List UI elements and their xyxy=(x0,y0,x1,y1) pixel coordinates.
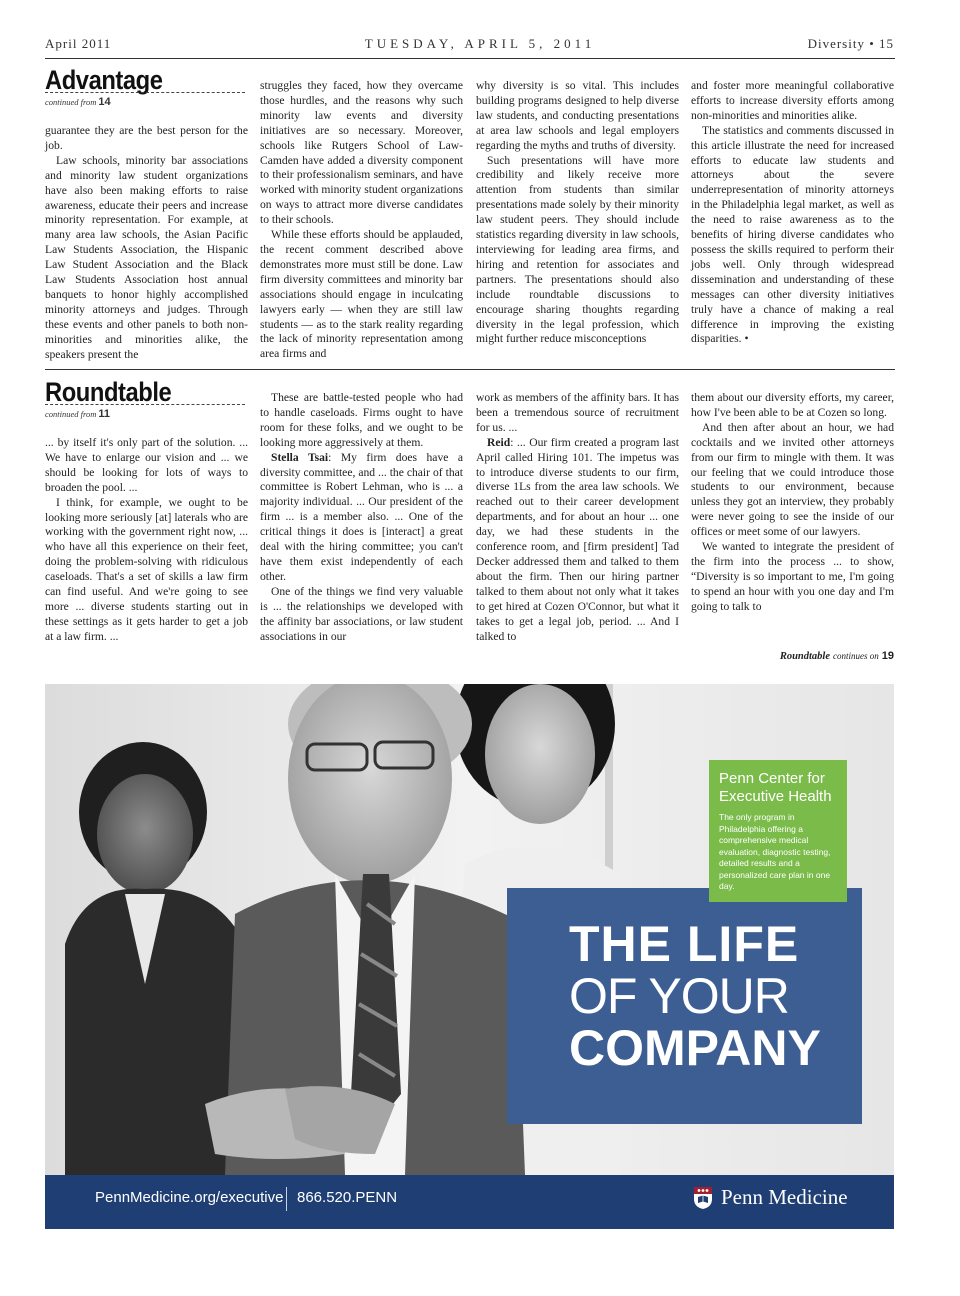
penn-medicine-logo xyxy=(693,1185,848,1210)
ad-headline-line-2: OF YOUR xyxy=(569,968,789,1024)
penn-shield-icon xyxy=(693,1186,713,1210)
ad-program-title: Penn Center for Executive Health xyxy=(719,770,832,805)
advantage-kicker xyxy=(45,66,245,108)
paragraph: Law schools, minority bar associations and minority law student organizations have also been making efforts to raise awareness, educate their peers and increase minority representation. For example, at many area law schools, the Asian Pacific Law Students Association, the Hispanic Law Student Association and the Black Law Students Association host annual banquets to honor highly accomplished minority attorneys and judges. Through these events and other panels to both non-minorities and minorities alike, the speakers present the xyxy=(45,153,248,361)
header-issue-date: TUESDAY, APRIL 5, 2011 xyxy=(364,36,596,51)
paragraph: work as members of the affinity bars. It has been a tremendous source of recruitment for us. ... xyxy=(476,391,679,434)
paragraph xyxy=(260,451,463,585)
ad-program-callout xyxy=(709,760,847,902)
paragraph: These are battle-tested people who had to handle caseloads. Firms ought to have room for these folks, and we ought to be looking more aggressively at them. xyxy=(260,391,463,449)
roundtable-continues-on xyxy=(780,650,894,662)
roundtable-title: Roundtable xyxy=(45,377,172,407)
advantage-continued-label: continued from xyxy=(45,97,97,107)
continues-label: continues on xyxy=(833,651,879,661)
paragraph: One of the things we find very valuable is ... the relationships we developed with the affinity bar associations, or law student associations in our xyxy=(260,584,463,643)
paragraph: We wanted to integrate the president of the firm into the process ... to show, “Diversity is so important to me, I'm going to spend an hour with you one day and I'm going to talk to xyxy=(691,540,894,613)
advantage-column-4 xyxy=(691,79,894,347)
header-date-left: April 2011 xyxy=(45,36,112,51)
paragraph: ... by itself it's only part of the solution. ... We have to enlarge our vision and ... we should be looking for lots of ways to broaden the pool. ... xyxy=(45,436,248,494)
roundtable-continued-page[interactable]: 11 xyxy=(98,408,111,420)
ad-phone-number[interactable]: 866.520.PENN xyxy=(297,1189,398,1206)
paragraph: I think, for example, we ought to be looking more seriously [at] laterals who are working with the government right now, ... who have all this experience on their feet, doing the problem-solving with ridiculous caseloads. That's a set of skills a law firm can find useful. And we're going to see more ... diverse students starting out in these settings as it gets harder to get a job at a law firm. ... xyxy=(45,495,248,643)
paragraph: them about our diversity efforts, my career, how I've been able to be at Cozen so long. xyxy=(691,391,894,419)
advantage-title: Advantage xyxy=(45,65,163,95)
paragraph: Such presentations will have more credibility and likely receive more attention from students than similar presentations made solely by their minority law student peers. They should include statistics regarding diversity in law schools, interviewing for leading area firms, and hiring and retention for associates and partners. The presentations should also include roundtable discussions to encourage sharing thoughts regarding diversity in the legal profession, which might further reduce misconceptions xyxy=(476,153,679,346)
ad-headline-panel xyxy=(507,888,862,1124)
header-section-page: Diversity • 15 xyxy=(807,36,894,51)
advantage-continued-page[interactable]: 14 xyxy=(98,96,111,108)
paragraph: why diversity is so vital. This includes building programs designed to help diverse law students, and conducting presentations at area law schools and legal employers regarding the myths and truths of diversity. xyxy=(476,79,679,152)
advantage-column-3 xyxy=(476,79,679,347)
ad-headline xyxy=(569,918,821,1074)
ad-program-description: The only program in Philadelphia offering a comprehensive medical evaluation, diagnostic testing, detailed results and a personalized care plan in one day. xyxy=(719,812,831,891)
roundtable-continued-from xyxy=(45,408,245,420)
ad-headline-line-1: THE LIFE xyxy=(569,916,800,972)
advantage-column-1 xyxy=(45,124,248,363)
paragraph xyxy=(476,436,679,645)
ad-headline-line-3: COMPANY xyxy=(569,1020,821,1076)
roundtable-column-2 xyxy=(260,391,463,644)
ad-contact-bar xyxy=(45,1175,894,1229)
paragraph: struggles they faced, how they overcame those hurdles, and the reasons why such minority law events and diversity initiatives are so necessary. Moreover, schools like Rutgers School of Law-Camden have added a diversity component to their professionalism seminars, and have worked with minority student organizations on ways to attract more diverse candidates to their schools. xyxy=(260,79,463,227)
paragraph: And then after about an hour, we had cocktails and we invited other attorneys from our firm to mingle with them. It was our feeling that we could introduce those students to our environment, because unless they got an interview, they probably were never going to see the inside of our offices or meet some of our lawyers. xyxy=(691,420,894,539)
advantage-kicker-line xyxy=(45,92,245,93)
roundtable-kicker-line xyxy=(45,404,245,405)
paragraph: guarantee they are the best person for the job. xyxy=(45,124,248,152)
paragraph: The statistics and comments discussed in this article illustrate the need for increased efforts to educate law students and attorneys about the severe underrepresentation of minority attorneys in the Philadelphia legal market, as well as the need to raise awareness as to the benefits of hiring diverse candidates who possess the skills required to perform their jobs well. Only through widespread dissemination and understanding of these messages can other diversity initiatives truly have a chance of making a real difference in improving the existing disparities. • xyxy=(691,123,894,346)
ad-website-link[interactable]: PennMedicine.org/executive xyxy=(95,1189,284,1206)
roundtable-kicker xyxy=(45,378,245,420)
continues-page[interactable]: 19 xyxy=(881,650,894,662)
penn-medicine-wordmark: Penn Medicine xyxy=(721,1185,848,1209)
paragraph-text: : ... Our firm created a program last April called Hiring 101. The impetus was to introduce diverse students to our firm, diverse 1Ls from the area law schools. We reached out to their career development departments, and for about an hour ... one day, we had these students in the conference room, and [firm president] Tad Decker addressed them and talked to them about the firm. Then our hiring partner talked to them about not only what it takes to get hired at Cozen O'Connor, but what it takes to get a legal job, period. ... And I talked to xyxy=(476,435,679,643)
paragraph-text: : My firm does have a diversity committee, and ... the chair of that committee is Robert Lehman, who is ... a majority individual. ... Our president of the firm ... is a member also. ... One of the critical things it does is [interact] a great deal with the hiring committee; you can't have them exist independently of each other. xyxy=(260,450,463,583)
paragraph: and foster more meaningful collaborative efforts to increase diversity efforts among non-minorities and minorities alike. xyxy=(691,79,894,122)
roundtable-column-4 xyxy=(691,391,894,615)
roundtable-continued-label: continued from xyxy=(45,409,97,419)
continues-name: Roundtable xyxy=(779,651,830,662)
penn-medicine-advertisement[interactable] xyxy=(45,684,894,1229)
speaker-name: Reid xyxy=(487,435,511,449)
speaker-name: Stella Tsai xyxy=(271,450,329,464)
advantage-column-2 xyxy=(260,79,463,362)
ad-divider xyxy=(286,1187,287,1211)
roundtable-column-3 xyxy=(476,391,679,644)
section-divider xyxy=(45,369,895,370)
advantage-continued-from xyxy=(45,96,245,108)
paragraph: While these efforts should be applauded, the recent comment described above demonstrates more must still be done. Law firm diversity committees and minority bar associations should engage in inculcating lawyers early — when they are still law students — as to the stark reality regarding the lack of minority representation among area firms and xyxy=(260,228,463,361)
roundtable-column-1 xyxy=(45,436,248,645)
header-rule xyxy=(45,58,895,59)
